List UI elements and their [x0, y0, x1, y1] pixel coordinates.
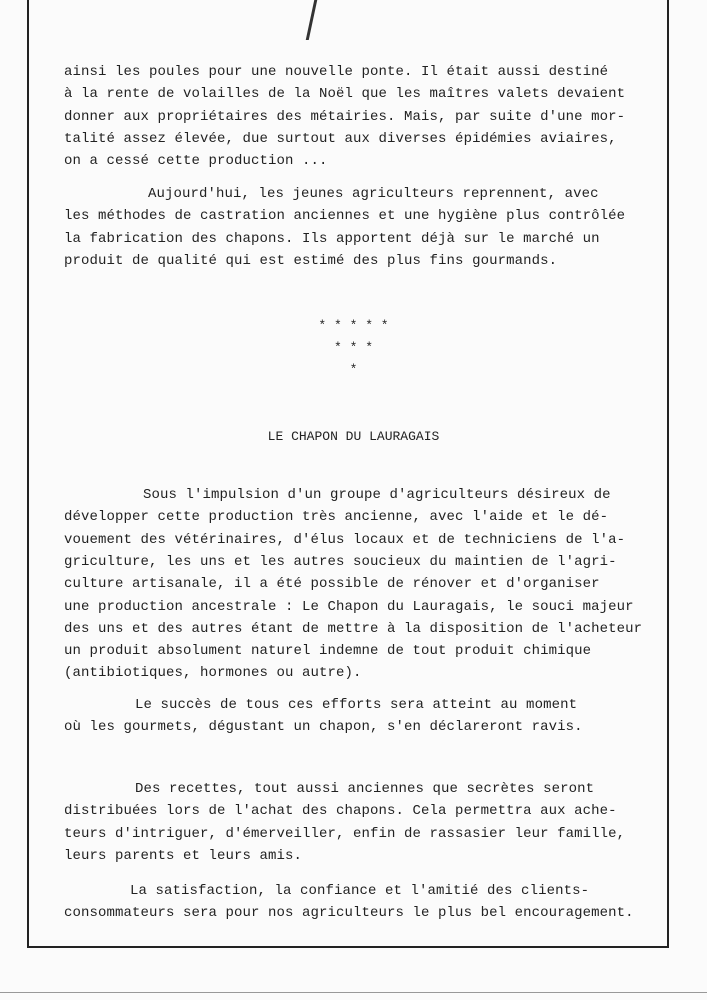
text-line: une production ancestrale : Le Chapon du Lauragais, le souci majeur [64, 598, 634, 615]
ornament-stars: * * * * * [318, 318, 389, 333]
text-line: culture artisanale, il a été possible de rénover et d'organiser [64, 576, 600, 593]
text-line: consommateurs sera pour nos agriculteurs le plus bel encouragement. [64, 905, 634, 922]
text-line: teurs d'intriguer, d'émerveiller, enfin de rassasier leur famille, [64, 825, 626, 842]
text-line: donner aux propriétaires des métairies. Mais, par suite d'une mor- [64, 108, 626, 125]
text-line: où les gourmets, dégustant un chapon, s'en déclareront ravis. [64, 719, 583, 736]
scan-edge [0, 992, 707, 993]
ornament-stars: * * * [333, 340, 373, 355]
text-line: Sous l'impulsion d'un groupe d'agriculteurs désireux de [143, 487, 611, 503]
text-line: un produit absolument naturel indemne de tout produit chimique [64, 643, 592, 660]
ornament-stars: * [349, 362, 358, 377]
text-line: talité assez élevée, due surtout aux diverses épidémies aviaires, [64, 130, 617, 147]
text-line: Le succès de tous ces efforts sera atteint au moment [135, 697, 578, 713]
text-line: produit de qualité qui est estimé des plus fins gourmands. [64, 252, 558, 269]
section-title: LE CHAPON DU LAURAGAIS [267, 429, 440, 444]
text-line: griculture, les uns et les autres soucieux du maintien de l'agri- [64, 553, 617, 570]
text-line: vouement des vétérinaires, d'élus locaux et de techniciens de l'a- [64, 531, 626, 548]
text-line: développer cette production très ancienne, avec l'aide et le dé- [64, 509, 609, 526]
text-line: la fabrication des chapons. Ils apportent déjà sur le marché un [64, 230, 600, 247]
text-line: à la rente de volailles de la Noël que les maîtres valets devaient [64, 86, 626, 103]
text-line: on a cessé cette production ... [64, 153, 328, 170]
text-line: (antibiotiques, hormones ou autre). [64, 665, 362, 682]
text-line: leurs parents et leurs amis. [64, 847, 303, 864]
text-line: Aujourd'hui, les jeunes agriculteurs reprennent, avec [148, 186, 599, 202]
text-line: La satisfaction, la confiance et l'amitié des clients- [130, 883, 590, 899]
text-line: les méthodes de castration anciennes et une hygiène plus contrôlée [64, 208, 626, 225]
text-line: ainsi les poules pour une nouvelle ponte. Il était aussi destiné [64, 64, 609, 80]
text-line: distribuées lors de l'achat des chapons. Cela permettra aux ache- [64, 803, 617, 820]
text-line: des uns et des autres étant de mettre à la disposition de l'acheteur [64, 620, 643, 637]
text-line: Des recettes, tout aussi anciennes que secrètes seront [135, 781, 595, 797]
